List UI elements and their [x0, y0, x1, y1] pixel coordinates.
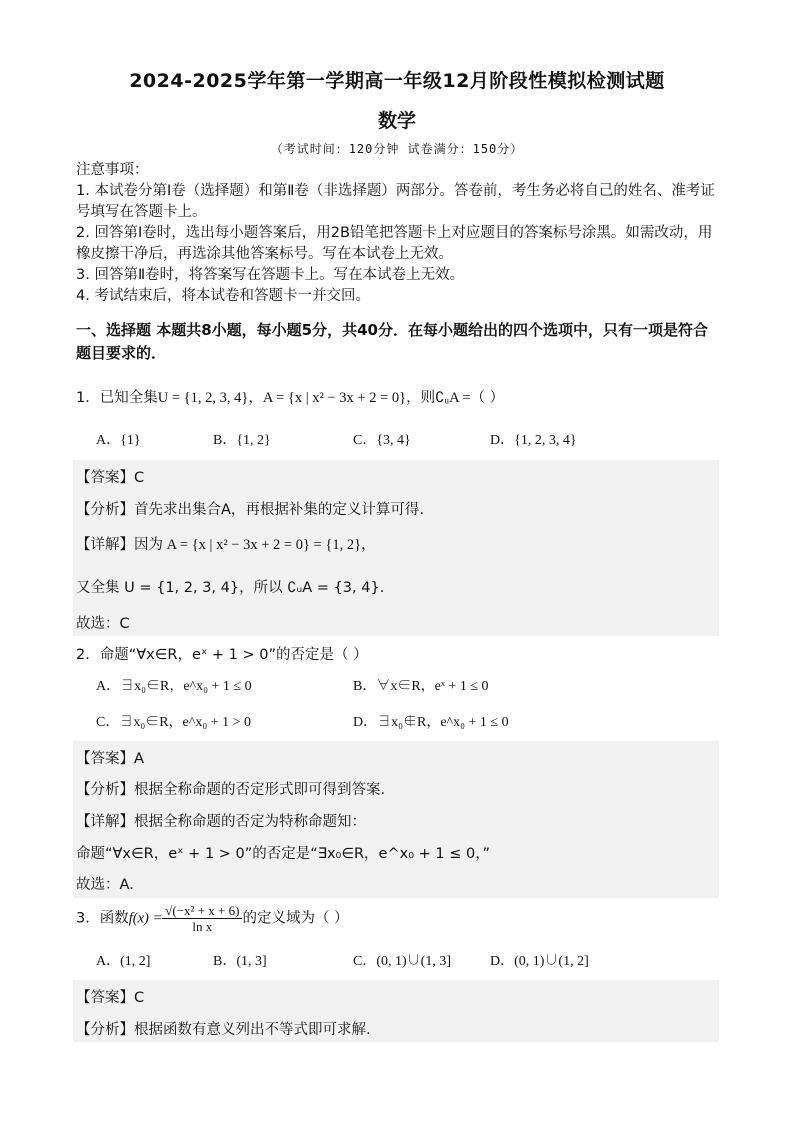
question-1-option-a: A．{1} — [96, 433, 141, 448]
question-1-conclusion: 故选：C — [76, 616, 130, 632]
question-1-option-c: C．{3, 4} — [353, 433, 411, 448]
question-3-stem-suffix: 的定义域为（ ） — [242, 910, 349, 927]
question-3-stem-prefix: 函数 — [99, 910, 129, 927]
question-3-number: 3． — [76, 910, 100, 927]
section-heading: 一、选择题 本题共8小题，每小题5分，共40分．在每小题给出的四个选项中，只有一项是符合题目要求的． — [76, 321, 708, 362]
question-2-detail: 【详解】根据全称命题的否定为特称命题知： — [76, 814, 366, 830]
question-3-answer: 【答案】C — [76, 990, 145, 1006]
question-1-stem — [76, 386, 504, 407]
question-2-option-c: C．∃x₀∈R，e^x₀ + 1 > 0 — [96, 715, 252, 730]
question-1-detail-label: 【详解】 — [76, 537, 134, 553]
note-item-1: 1. 本试卷分第Ⅰ卷（选择题）和第Ⅱ卷（非选择题）两部分。答卷前，考生务必将自己的姓名、准考证号填写在答题卡上。 — [76, 183, 715, 220]
question-1-detail-line-2: 又全集 U = {1, 2, 3, 4}，所以 ∁ᵤA = {3, 4}. — [76, 580, 385, 596]
question-2-detail-line-2: 命题“∀x∈R，eˣ + 1 > 0”的否定是“∃x₀∈R，e^x₀ + 1 ≤ 0，” — [76, 846, 490, 862]
question-1-math-u: U = {1, 2, 3, 4} — [157, 390, 249, 406]
question-3-numerator: √(−x² + x + 6) — [162, 903, 242, 919]
question-1-math-complement: ∁ᵤA = — [435, 390, 471, 406]
question-1-stem-prefix: 已知全集 — [99, 390, 158, 406]
question-3-option-b: B．(1, 3] — [213, 954, 267, 969]
question-1-number: 1． — [76, 390, 100, 406]
question-2-option-b: B．∀x∈R，eˣ + 1 ≤ 0 — [353, 679, 489, 694]
question-1-option-b: B．{1, 2} — [213, 433, 271, 448]
question-2-analysis: 【分析】根据全称命题的否定形式即可得到答案. — [76, 782, 386, 798]
question-3-stem — [76, 903, 349, 934]
question-3-analysis: 【分析】根据函数有意义列出不等式即可求解. — [76, 1022, 371, 1038]
question-2-number: 2． — [76, 647, 100, 663]
question-1-bracket: （ ） — [470, 390, 505, 406]
question-3-func: f(x) = — [128, 910, 163, 927]
question-2-stem — [76, 643, 368, 664]
question-2-conclusion: 故选：A. — [76, 877, 134, 893]
question-3-denominator: ln x — [192, 919, 213, 934]
note-item-3: 3. 回答第Ⅱ卷时，将答案写在答题卡上。写在本试卷上无效。 — [76, 267, 465, 283]
question-1-option-d: D．{1, 2, 3, 4} — [490, 433, 577, 448]
question-1-sep: ， — [248, 390, 263, 406]
question-1-detail-line-1 — [76, 533, 376, 554]
subject-title: 数学 — [377, 110, 416, 132]
question-3-option-a: A．(1, 2] — [96, 954, 151, 969]
question-3-fraction — [162, 903, 242, 934]
question-2-stem-text: 命题“∀x∈R，eˣ + 1 > 0”的否定是（ ） — [99, 647, 368, 663]
notes-heading: 注意事项： — [76, 162, 149, 178]
note-item-4: 4. 考试结束后，将本试卷和答题卡一并交回。 — [76, 288, 370, 304]
question-1-analysis: 【分析】首先求出集合A，再根据补集的定义计算可得. — [76, 502, 425, 518]
question-2-answer: 【答案】A — [76, 751, 144, 767]
question-2-option-a: A．∃x₀∈R，e^x₀ + 1 ≤ 0 — [96, 679, 252, 694]
question-1-answer: 【答案】C — [76, 470, 145, 486]
exam-info: （考试时间：120分钟 试卷满分：150分） — [270, 142, 524, 156]
exam-title: 2024-2025学年第一学期高一年级12月阶段性模拟检测试题 — [129, 70, 665, 92]
question-3-option-d: D．(0, 1)∪(1, 2] — [490, 954, 589, 969]
question-3-option-c: C．(0, 1)∪(1, 3] — [353, 954, 451, 969]
question-2-option-d: D．∃x₀∉R，e^x₀ + 1 ≤ 0 — [353, 715, 509, 730]
question-1-math-a: A = {x | x² − 3x + 2 = 0} — [262, 390, 407, 406]
note-item-2: 2. 回答第Ⅰ卷时，选出每小题答案后，用2B铅笔把答题卡上对应题目的答案标号涂黑。如需改动，用橡皮擦干净后，再选涂其他答案标号。写在本试卷上无效。 — [76, 225, 713, 262]
question-1-stem-suffix: ，则 — [406, 390, 436, 406]
question-1-detail-math-1: 因为 A = {x | x² − 3x + 2 = 0} = {1, 2}， — [134, 537, 376, 553]
